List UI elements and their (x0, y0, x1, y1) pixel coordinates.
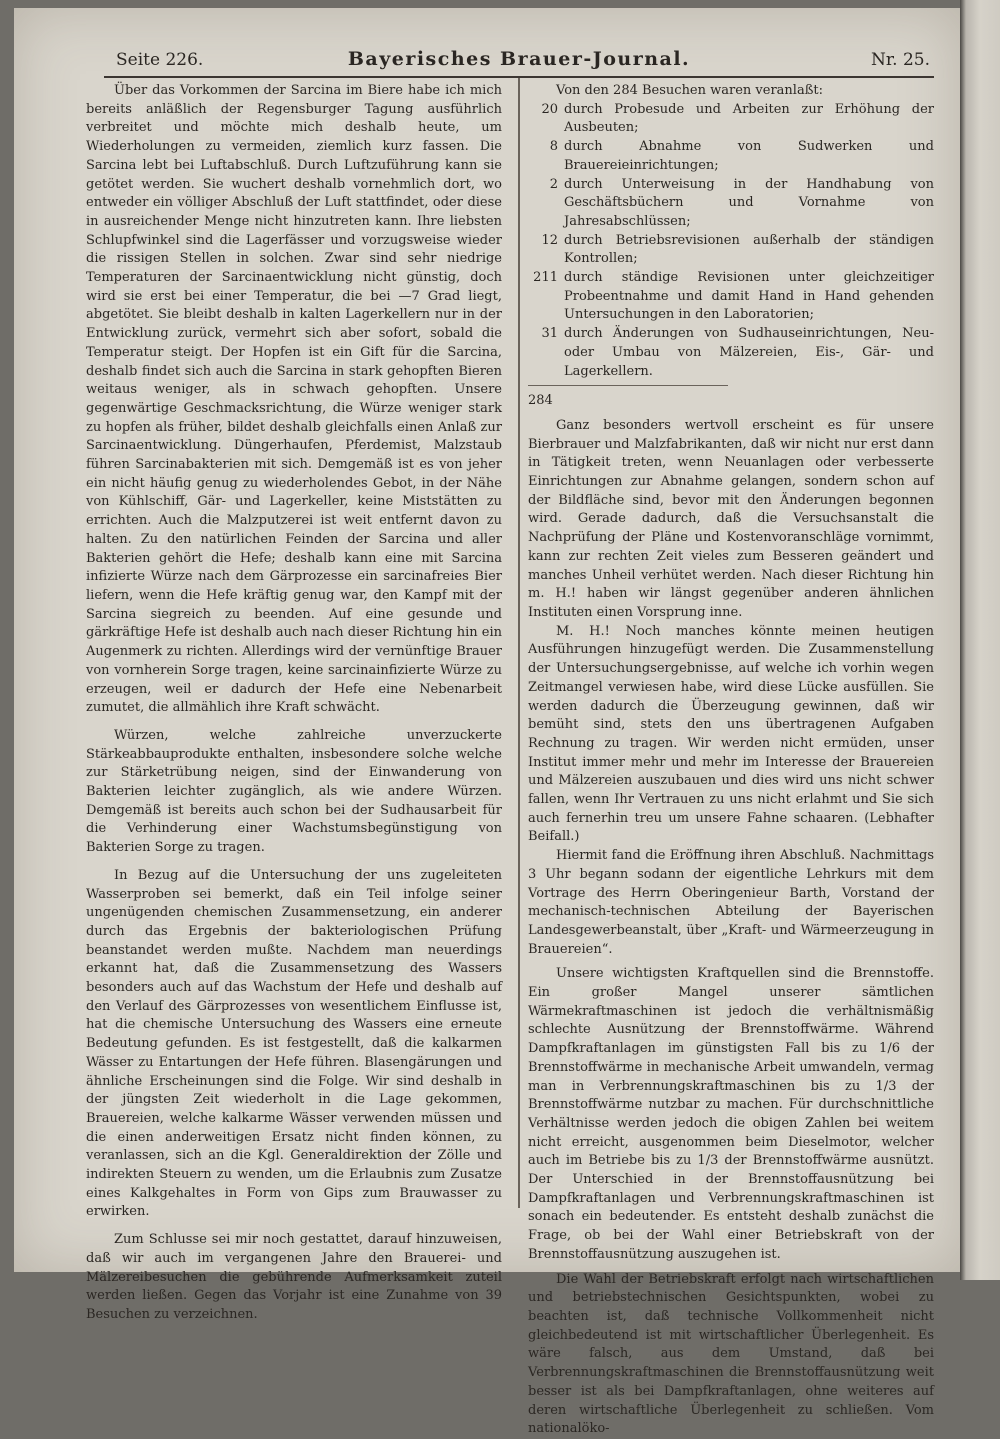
visit-reason: durch Probesude und Arbeiten zur Erhöhung der Ausbeuten; (564, 101, 934, 136)
paragraph-betriebskraft: Die Wahl der Betriebskraft erfolgt nach wirtschaftlichen und betriebstechnischen Gesichtspunkten, wobei zu beachten ist, daß technische Vollkommenheit nicht gleichbedeutend ist mit wirtschaftlicher Überlegenheit. Es wäre falsch, aus dem Umstand, daß bei Verbrennungskraftmaschinen die Brennstoffausnützung weit besser ist als bei Dampfkraftanlagen, ohne weiteres auf deren wirtschaftliche Überlegenheit zu schließen. Vom nationalöko- (528, 1271, 934, 1437)
paragraph-bierbrauer: Ganz besonders wertvoll erscheint es für unsere Bierbrauer und Malzfabrikanten, daß wir nicht nur erst dann in Tätigkeit treten, wenn Neuanlagen oder verbesserte Einrichtungen zur Abnahme gelangen, sondern schon auf der Bildfläche sind, bevor mit den Änderungen begonnen wird. Gerade dadurch, daß die Versuchsanstalt die Nachprüfung der Pläne und Kostenvoranschläge vornimmt, kann zur rechten Zeit vieles zum Besseren geändert und manches Unheil verhütet werden. Nach dieser Richtung hin m. H.! haben wir längst gegenüber anderen ähnlichen Instituten einen Vorsprung inne. (528, 417, 934, 620)
page-number: Seite 226. (116, 50, 204, 70)
visit-list-item (528, 325, 934, 381)
paragraph-sarcina: Über das Vorkommen der Sarcina im Biere habe ich mich bereits anläßlich der Regensburger Tagung ausführlich verbreitet und möchte mich deshalb heute, um Wiederholungen zu vermeiden, ziemlich kurz fassen. Die Sarcina lebt bei Luftabschluß. Durch Luftzuführung kann sie getötet werden. Sie wuchert deshalb vornehmlich dort, wo entweder ein völliger Abschluß der Luft stattfindet, oder diese in ausreichender Menge nicht hinzutreten kann. Ihre liebsten Schlupfwinkel sind die Lagerfässer und vorzugsweise wieder die rissigen Stellen in solchen. Zwar sind sehr niedrige Temperaturen der Sarcinaentwicklung nicht günstig, doch wird sie erst bei einer Temperatur, die bei —7 Grad liegt, abgetötet. Sie bleibt deshalb in kalten Lagerkellern nur in der Entwicklung zurück, vermehrt sich aber sofort, sobald die Temperatur steigt. Der Hopfen ist ein Gift für die Sarcina, deshalb findet sich auch die Sarcina in stark gehopften Bieren weitaus weniger, als in schwach gehopften. Unsere gegenwärtige Geschmacksrichtung, die Würze weniger stark zu hopfen als früher, bildet deshalb gleichfalls einen Anlaß zur Sarcinaentwicklung. Düngerhaufen, Pferdemist, Malzstaub führen Sarcinabakterien mit sich. Demgemäß ist es von jeher ein nicht häufig genug zu wiederholendes Gebot, in der Nähe von Kühlschiff, Gär- und Lagerkeller, keine Miststätten zu errichten. Auch die Malzputzerei ist weit entfernt davon zu halten. Zu den natürlichen Feinden der Sarcina und aller Bakterien gehört die Hefe; deshalb kann eine mit Sarcina infizierte Würze nach dem Gärprozesse ein sarcinafreies Bier liefern, wenn die Hefe kräftig genug war, den Kampf mit der Sarcina siegreich zu beenden. Auf eine gesunde und gärkräftige Hefe ist deshalb auch nach dieser Richtung hin ein Augenmerk zu richten. Allerdings wird der vernünftige Brauer von vornherein Sorge tragen, keine sarcinainfizierte Würze zu erzeugen, weil er dadurch der Hefe eine Nebenarbeit zumutet, die allmählich ihre Kraft schwächt. (86, 83, 502, 716)
left-column (86, 82, 502, 1325)
paragraph-schluss: Zum Schlusse sei mir noch gestattet, darauf hinzuweisen, daß wir auch im vergangenen Jahre den Brauerei- und Mälzereibesuchen die gebührende Aufmerksamkeit zuteil werden ließen. Gegen das Vorjahr ist eine Zunahme von 39 Besuchen zu verzeichnen. (86, 1232, 502, 1322)
right-column (528, 82, 934, 1439)
visits-total: 284 (528, 393, 553, 409)
visit-count: 2 (549, 176, 558, 192)
visit-count: 12 (541, 232, 558, 248)
visit-reason: durch Abnahme von Sudwerken und Brauereieinrichtungen; (564, 139, 934, 173)
visit-reason: durch ständige Revisionen unter gleichzeitiger Probeentnahme und damit Hand in Hand gehenden Untersuchungen in den Laboratorien; (564, 270, 934, 323)
visit-count: 8 (549, 139, 558, 155)
column-divider (518, 78, 520, 1208)
paragraph-wuerzen: Würzen, welche zahlreiche unverzuckerte Stärkeabbauprodukte enthalten, insbesondere solche welche zur Stärketrübung neigen, sind der Einwanderung von Bakterien leichter zugänglich, als wie andere Würzen. Demgemäß ist bereits auch schon bei der Sudhausarbeit für die Verhinderung einer Wachstumsbegünstigung von Bakterien Sorge zu tragen. (86, 727, 502, 856)
visit-reason: durch Betriebsrevisionen außerhalb der ständigen Kontrollen; (564, 232, 934, 267)
visit-count: 20 (541, 101, 558, 117)
paragraph-brennstoffe: Unsere wichtigsten Kraftquellen sind die Brennstoffe. Ein großer Mangel unserer sämtlichen Wärmekraftmaschinen ist jedoch die verhältnismäßig schlechte Ausnützung der Brennstoffwärme. Während Dampfkraftanlagen im günstigsten Fall bis zu 1/6 der Brennstoffwärme in mechanische Arbeit umwandeln, vermag man in Verbrennungskraftmaschinen bis zu 1/3 der Brennstoffwärme nutzbar zu machen. Für durchschnittliche Verhältnisse werden jedoch die obigen Zahlen bei weitem nicht erreicht, ausgenommen beim Dieselmotor, welcher auch im Betriebe bis zu 1/3 der Brennstoffwärme ausnützt. Der Unterschied in der Brennstoffausnützung bei Dampfkraftanlagen und Verbrennungskraftmaschinen ist sonach ein bedeutender. Es entsteht deshalb zunächst die Frage, ob bei der Wahl einer Betriebskraft von der Brennstoffausnützung auszugehen ist. (528, 966, 934, 1262)
visit-reason: durch Unterweisung in der Handhabung von Geschäftsbüchern und Vornahme von Jahresabschlüssen; (564, 176, 934, 229)
visit-list-item (528, 232, 934, 269)
paragraph-schlussworte: M. H.! Noch manches könnte meinen heutigen Ausführungen hinzugefügt werden. Die Zusammenstellung der Untersuchungsergebnisse, auf welche ich vorhin wegen Zeitmangel verwiesen habe, wird diese Lücke ausfüllen. Sie werden dadurch die Überzeugung gewinnen, daß wir bemüht sind, stets den uns übertragenen Aufgaben Rechnung zu tragen. Wir werden nicht ermüden, unser Institut immer mehr und mehr im Interesse der Brauereien und Mälzereien auszubauen und dies wird uns nicht schwer fallen, wenn Ihr Vertrauen zu uns nicht erlahmt und Sie sich auch fernerhin treu um unsere Fahne schaaren. (Lebhafter Beifall.) (528, 623, 934, 845)
facing-page-edge (960, 0, 1000, 1280)
visit-list-item (528, 138, 934, 175)
paragraph-wasserproben: In Bezug auf die Untersuchung der uns zugeleiteten Wasserproben sei bemerkt, daß ein Teil infolge seiner ungenügenden chemischen Zusammensetzung, ein anderer durch das Ergebnis der bakteriologischen Prüfung beanstandet werden mußte. Nachdem man neuerdings erkannt hat, daß die Zusammensetzung des Wassers besonders auch auf das Wachstum der Hefe und deshalb auf den Verlauf des Gärprozesses von wesentlichem Einflusse ist, hat die chemische Untersuchung des Wassers eine erneute Bedeutung gefunden. Es ist festgestellt, daß die kalkarmen Wässer zu Entartungen der Hefe führen. Blasengärungen und ähnliche Erscheinungen sind die Folge. Wir sind deshalb in der jüngsten Zeit wiederholt in die Lage gekommen, Brauereien, welche kalkarme Wässer verwenden müssen und die einen anderweitigen Ersatz nicht finden können, zu veranlassen, sich an die Kgl. Generaldirektion der Zölle und indirekten Steuern zu wenden, um die Erlaubnis zum Zusatze eines Kalkgehaltes in Form von Gips zum Brauwasser zu erwirken. (86, 867, 502, 1220)
journal-title: Bayerisches Brauer-Journal. (347, 48, 691, 70)
page-header (104, 46, 934, 74)
visit-count: 211 (533, 270, 558, 286)
visit-list-item (528, 101, 934, 138)
visit-list-item (528, 176, 934, 232)
visit-list-item (528, 269, 934, 325)
visits-intro: Von den 284 Besuchen waren veranlaßt: (556, 83, 823, 98)
sum-rule (528, 385, 728, 392)
paragraph-lehrkurs: Hiermit fand die Eröffnung ihren Abschluß. Nachmittags 3 Uhr begann sodann der eigentliche Lehrkurs mit dem Vortrage des Herrn Oberingenieur Barth, Vorstand der mechanisch-technischen Abteilung der Bayerischen Landesgewerbeanstalt, über „Kraft- und Wärmeerzeugung in Brauereien“. (528, 848, 934, 957)
issue-number: Nr. 25. (871, 50, 930, 70)
visit-reason: durch Änderungen von Sudhauseinrichtungen, Neu- oder Umbau von Mälzereien, Eis-, Gär- und Lagerkellern. (564, 326, 934, 379)
visit-count: 31 (541, 326, 558, 342)
